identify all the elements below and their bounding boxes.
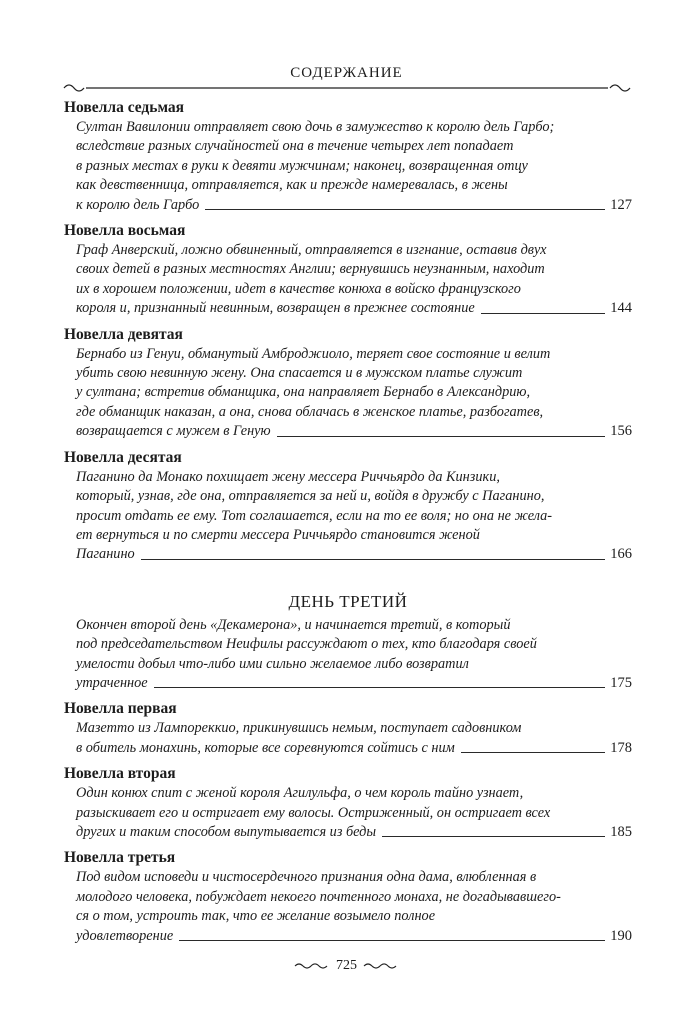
intro-line: умелости добыл что-либо ими сильно желаемое либо возвратил: [76, 655, 469, 672]
description-last-line: удовлетворение: [76, 927, 174, 944]
toc-entry: [64, 848, 632, 946]
description-line: просит отдать ее ему. Тот соглашается, если на то ее воля; но она не жела-: [76, 507, 553, 524]
page-number: 185: [610, 823, 632, 840]
leader-line: [205, 209, 605, 210]
description-line: молодого человека, побуждает некоего почтенного монаха, не догадывавшего-: [76, 888, 561, 905]
footer-ornament-right: [363, 961, 399, 971]
toc-line-with-page: [76, 545, 632, 564]
intro-line: под председательством Неифилы рассуждают о тех, кто благодаря своей: [76, 636, 537, 653]
day-three-heading: ДЕНЬ ТРЕТИЙ: [288, 591, 408, 611]
description-line: Султан Вавилонии отправляет свою дочь в замужество к королю дель Гарбо;: [76, 119, 555, 135]
toc-entry: [64, 699, 632, 758]
toc-line-with-page: [76, 739, 632, 758]
novella-description: [64, 784, 632, 842]
novella-description: [64, 241, 632, 319]
description-last-line: к королю дель Гарбо: [76, 196, 200, 213]
day-three-intro: [64, 616, 632, 694]
description-line: как девственница, отправляется, как и прежде намеревалась, в жены: [76, 177, 508, 194]
description-line: Один конюх спит с женой короля Агилульфа, о чем король тайно узнает,: [76, 785, 524, 802]
page-number: 156: [610, 423, 632, 440]
description-line: который, узнав, где она, отправляется за ней и, войдя в дружбу с Паганино,: [76, 488, 545, 505]
toc-entry: [64, 448, 632, 565]
description-line: Паганино да Монако похищает жену мессера Риччьярдо да Кинзики,: [76, 468, 500, 485]
page-number: 127: [610, 196, 632, 213]
page-number: 144: [610, 300, 632, 317]
page-header-title: СОДЕРЖАНИЕ: [290, 65, 403, 81]
description-line: в разных местах в руки к девяти мужчинам; наконец, возвращенная отцу: [76, 157, 528, 174]
toc-entry: [64, 325, 632, 442]
description-last-line: других и таким способом выпутывается из беды: [76, 823, 377, 840]
toc-line-with-page: [76, 196, 632, 215]
novella-title: Новелла девятая: [64, 325, 183, 343]
description-line: Мазетто из Лампореккио, прикинувшись немым, поступает садовником: [76, 720, 522, 737]
description-line: их в хорошем положении, идет в качестве конюха в войско французского: [76, 280, 521, 297]
table-of-contents: [64, 98, 632, 952]
description-line: ся о том, устроить так, что ее желание возымело полное: [76, 908, 436, 925]
toc-entry: [64, 98, 632, 215]
toc-entry: [64, 764, 632, 842]
description-line: своих детей в разных местностях Англии; вернувшись неузнанным, находит: [76, 261, 545, 278]
day-three-entries: [64, 699, 632, 946]
description-line: Бернабо из Генуи, обманутый Амброджиоло, теряет свое состояние и велит: [76, 345, 551, 362]
page-number: 175: [610, 674, 632, 691]
intro-line: Окончен второй день «Декамерона», и начинается третий, в который: [76, 616, 511, 633]
description-last-line: Паганино: [76, 546, 135, 563]
toc-line-with-page: [76, 299, 632, 318]
intro-last-line: утраченное: [76, 674, 148, 691]
novella-title: Новелла первая: [64, 700, 177, 718]
novella-title: Новелла третья: [64, 849, 176, 867]
novella-description: [64, 719, 632, 758]
novella-description: [64, 868, 632, 946]
toc-line-with-page: [76, 927, 632, 946]
leader-line: [154, 687, 606, 688]
footer-page-number: 725: [336, 958, 357, 973]
description-last-line: короля и, признанный невинным, возвращен в прежнее состояние: [76, 300, 475, 317]
leader-line: [141, 559, 606, 560]
day-two-entries: [64, 98, 632, 565]
description-line: убить свою невинную жену. Она спасается и в мужском платье служит: [76, 365, 523, 382]
page-number: 190: [610, 927, 632, 944]
description-line: вследствие разных случайностей она в течение четырех лет попадает: [76, 138, 514, 155]
description-line: ет вернуться и по смерти мессера Риччьярдо становится женой: [76, 526, 480, 543]
toc-line-with-page: [76, 823, 632, 842]
description-line: разыскивает его и остригает ему волосы. Остриженный, он остригает всех: [76, 804, 551, 821]
leader-line: [179, 940, 605, 941]
description-line: у султана; встретив обманщика, она направляет Бернабо в Александрию,: [76, 384, 531, 401]
description-last-line: в обитель монахинь, которые все соревнуются сойтись с ним: [76, 739, 455, 756]
page-number: 178: [610, 739, 632, 756]
page-footer: [0, 958, 693, 974]
novella-title: Новелла восьмая: [64, 222, 186, 240]
novella-description: [64, 118, 632, 215]
novella-description: [64, 468, 632, 565]
toc-line-with-page: [76, 674, 632, 693]
leader-line: [461, 752, 605, 753]
description-line: где обманщик наказан, а она, снова облачась в женское платье, разбогатев,: [76, 403, 544, 420]
footer-ornament-left: [294, 961, 330, 971]
toc-entry: [64, 221, 632, 319]
novella-title: Новелла седьмая: [64, 99, 185, 116]
page-number: 166: [610, 546, 632, 563]
novella-description: [64, 345, 632, 442]
leader-line: [277, 436, 606, 437]
leader-line: [382, 836, 605, 837]
leader-line: [481, 313, 606, 314]
description-line: Под видом исповеди и чистосердечного признания одна дама, влюбленная в: [76, 869, 537, 886]
novella-title: Новелла десятая: [64, 448, 182, 466]
description-line: Граф Анверский, ложно обвиненный, отправляется в изгнание, оставив двух: [76, 242, 547, 259]
novella-title: Новелла вторая: [64, 765, 176, 783]
toc-line-with-page: [76, 422, 632, 441]
description-last-line: возвращается с мужем в Геную: [76, 423, 271, 440]
header-ornament-rule: [62, 80, 632, 96]
